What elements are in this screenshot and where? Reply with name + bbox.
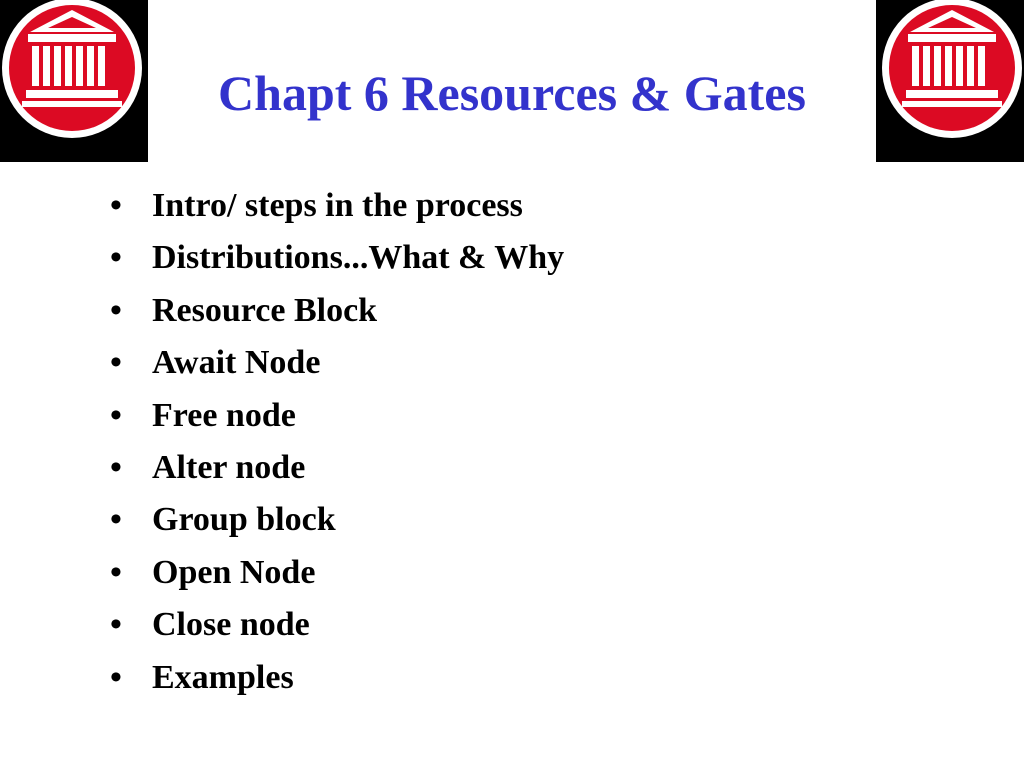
list-item [110, 285, 564, 337]
courthouse-icon [876, 0, 1024, 162]
list-item [110, 442, 564, 494]
list-item-text: Close node [152, 606, 310, 644]
list-item-text: Group block [152, 501, 336, 539]
bullet-marker: • [110, 187, 122, 224]
list-item-text: Alter node [152, 448, 306, 486]
bullet-marker: • [110, 239, 122, 277]
slide-title: Chapt 6 Resources & Gates [218, 65, 806, 121]
bullet-marker: • [110, 501, 122, 539]
list-item-text: Examples [152, 658, 294, 696]
courthouse-icon [0, 0, 148, 162]
list-item-text: Resource Block [152, 291, 378, 329]
courthouse-logo-left [0, 0, 148, 162]
courthouse-logo-right [876, 0, 1024, 162]
bullet-list [110, 180, 564, 704]
bullet-marker: • [110, 448, 122, 486]
list-item-text: Distributions...What & Why [152, 239, 565, 277]
bullet-marker: • [110, 658, 122, 696]
list-item [110, 599, 564, 651]
list-item [110, 390, 564, 442]
list-item [110, 494, 564, 546]
list-item-text: Free node [152, 396, 296, 434]
bullet-marker: • [110, 396, 122, 434]
list-item-text: Open Node [152, 553, 316, 591]
bullet-marker: • [110, 291, 122, 329]
list-item [110, 547, 564, 599]
list-item [110, 652, 564, 704]
list-item [110, 232, 564, 284]
bullet-marker: • [110, 344, 122, 382]
list-item-text: Await Node [152, 344, 321, 382]
list-item-text: Intro/ steps in the process [152, 187, 523, 224]
list-item [110, 337, 564, 389]
list-item [110, 180, 564, 232]
bullet-marker: • [110, 606, 122, 644]
bullet-marker: • [110, 553, 122, 591]
